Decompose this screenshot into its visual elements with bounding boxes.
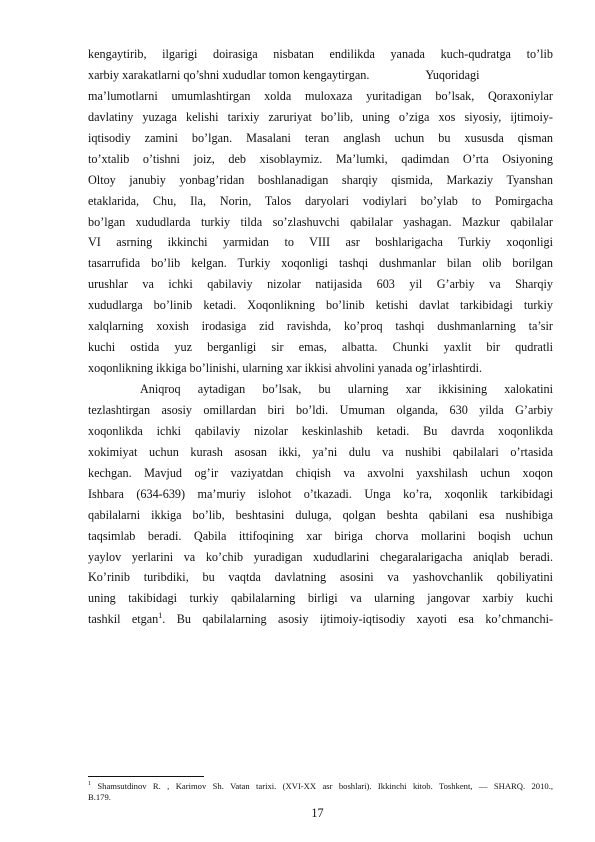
text-line: urushlar va ichki qabilaviy nizolar natijasida 603 yil G’arbiy va Sharqiy	[88, 277, 553, 292]
text-line: Aniqroq aytadigan bo’lsak, bu ularning xar ikkisining xalokatini	[140, 382, 553, 396]
document-body	[88, 44, 553, 630]
footnote	[88, 781, 553, 803]
text-line: kengaytirib, ilgarigi doirasiga nisbatan endilikda yanada kuch-qudratga to’lib	[88, 47, 553, 61]
text-line: iqtisodiy zamini bo’lgan. Masalani teran anglash uchun bu xususda qisman	[88, 130, 553, 145]
text-line: xokimiyat uchun kurash asosan ikki, ya’ni dulu va nushibi qabilalari o’rtasida	[88, 444, 553, 459]
text-segment: . Bu qabilalarning asosiy ijtimoiy-iqtisodiy xayoti esa ko’chmanchi-	[162, 612, 554, 627]
page-number: 17	[311, 806, 324, 820]
text-line: taqsimlab beradi. Qabila ittifoqining xar biriga chorva mollarini boqish uchun	[88, 528, 553, 543]
text-segment: Yuqoridagi	[425, 67, 480, 82]
text-line: uning takibidagi turkiy qabilalarning birligi va ularning jangovar xarbiy kuchi	[88, 591, 553, 606]
text-segment: xarbiy xarakatlarni qo’shni xududlar tomon kengaytirgan.	[88, 67, 370, 82]
footnote-marker: 1	[88, 781, 91, 788]
text-line	[88, 609, 553, 630]
text-line: xalqlarning xoxish irodasiga zid ravishda, ko’proq tashqi dushmanlarning ta’sir	[88, 319, 553, 334]
text-line: VI asrning ikkinchi yarmidan to VIII asr boshlarigacha Turkiy xoqonligi	[88, 235, 553, 250]
text-line: tasarrufida bo’lib kelgan. Turkiy xoqonligi tashqi dushmanlar bilan olib borilgan	[88, 256, 553, 271]
text-line: bo’lgan xududlarda turkiy tilda so’zlashuvchi qabilalar yashagan. Mazkur qabilalar	[88, 214, 553, 229]
footnote-text: Shamsutdinov R. , Karimov Sh. Vatan tarixi. (XVI-XX asr boshlari). Ikkinchi kitob. Toshkent, ― SHARQ. 2010.,	[91, 781, 553, 791]
text-line: etaklarida, Chu, Ila, Norin, Talos daryolari vodiylari bo’ylab to Pomirgacha	[88, 193, 553, 208]
text-line: Ishbara (634-639) ma’muriy islohot o’tkazadi. Unga ko’ra, xoqonlik tarkibidagi	[88, 486, 553, 501]
footnote-line	[88, 781, 553, 792]
text-line: Ko’rinib turibdiki, bu vaqtda davlatning asosini va yashovchanlik qobiliyatini	[88, 570, 553, 585]
text-line: qabilalarni ikkiga bo’lib, beshtasini duluga, qolgan beshta qabilani esa nushibiga	[88, 507, 553, 522]
text-line: ma’lumotlarni umumlashtirgan xolda muloxaza yuritadigan bo’lsak, Qoraxoniylar	[88, 88, 553, 103]
text-line: kuchi ostida yuz berganligi sir emas, albatta. Chunki yaxlit bir qudratli	[88, 340, 553, 355]
text-line: Oltoy janubiy yonbag’ridan boshlanadigan sharqiy qismida, Markaziy Tyanshan	[88, 172, 553, 187]
text-line: kechgan. Mavjud og’ir vaziyatdan chiqish va axvolni yaxshilash uchun xoqon	[88, 465, 553, 480]
footnote-reference[interactable]: 1	[158, 611, 163, 621]
text-line: xoqonlikda ichki qabilaviy nizolar keskinlashib ketadi. Bu davrda xoqonlikda	[88, 423, 553, 438]
text-line: tezlashtirgan asosiy omillardan biri bo’ldi. Umuman olganda, 630 yilda G’arbiy	[88, 402, 553, 417]
text-line: xududlarga bo’linib ketadi. Xoqonlikning bo’linib ketishi davlat tarkibidagi turkiy	[88, 298, 553, 313]
text-line: yaylov yerlarini va ko’chib yuradigan xududlarini chegaralarigacha aniqlab beradi.	[88, 549, 553, 564]
text-line: davlatiny yuzaga kelishi tarixiy zaruriyat bo’lib, uning o’ziga xos siyosiy, ijtimoiy-	[88, 109, 553, 124]
text-line	[88, 65, 553, 86]
footnote-line: B.179.	[88, 792, 111, 802]
footnote-divider	[88, 776, 204, 777]
text-line: xoqonlikning ikkiga bo’linishi, ularning xar ikkisi ahvolini yanada og’irlashtirdi.	[88, 361, 483, 376]
text-line: to’xtalib o’tishni joiz, deb xisoblaymiz. Ma’lumki, qadimdan O’rta Osiyoning	[88, 151, 553, 166]
text-segment: tashkil etgan	[88, 612, 159, 627]
